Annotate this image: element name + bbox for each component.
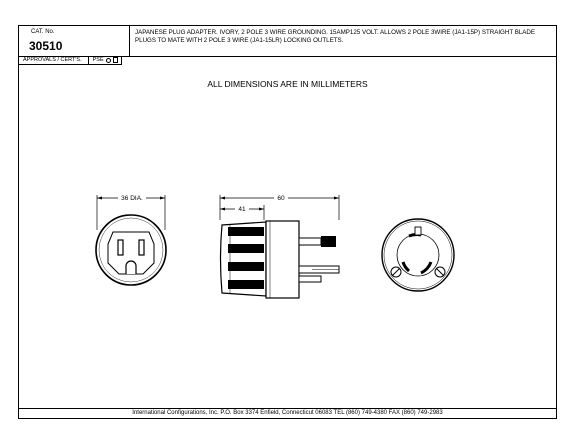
- end-view: [382, 219, 454, 291]
- diameter-dimension: 36 DIA.: [121, 195, 143, 202]
- body-dimension: 41: [238, 206, 246, 213]
- approvals-label: APPROVALS / CERT'S.: [19, 56, 89, 64]
- pse-label: PSE: [92, 56, 104, 63]
- dimensions-note: ALL DIMENSIONS ARE IN MILLIMETERS: [207, 79, 368, 89]
- length-dimension: 60: [277, 195, 285, 202]
- side-view: [220, 193, 339, 298]
- catalog-number: 30510: [29, 39, 63, 53]
- product-description: JAPANESE PLUG ADAPTER. IVORY, 2 POLE 3 WIRE GROUNDING. 15AMP125 VOLT. ALLOWS 2 POLE 3WIRE (JA1-15P) STRAIGHT BLADE PLUGS TO MATE WITH 2 POLE 3 WIRE (JA1-15LR) LOCKING OUTLETS.: [135, 29, 536, 44]
- catalog-label: CAT. No.: [31, 29, 55, 35]
- front-view: [96, 193, 166, 285]
- company-footer: International Configurations, Inc. P.O. Box 3374 Enfield, Connecticut 06083 TEL (860) 749-4380 FAX (860) 749-2983: [19, 408, 556, 418]
